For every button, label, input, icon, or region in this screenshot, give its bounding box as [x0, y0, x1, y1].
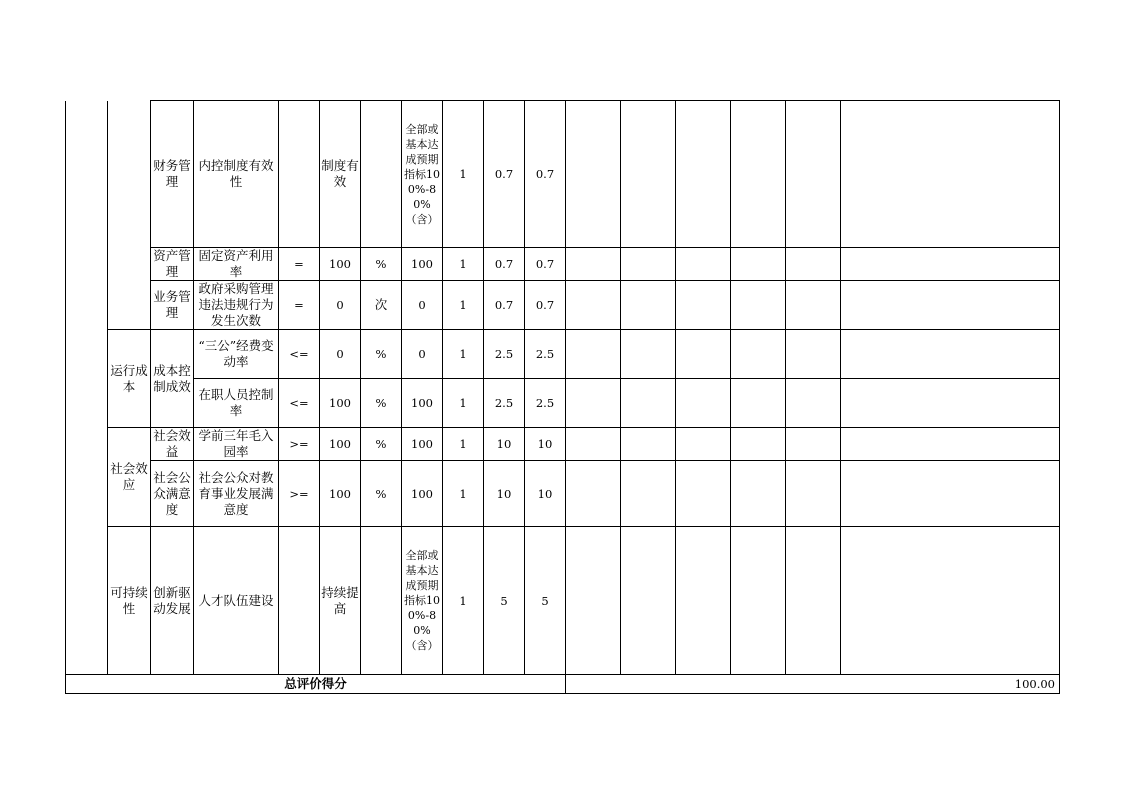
cell-operator	[279, 101, 320, 248]
cell-empty	[566, 248, 621, 281]
cell-operator: =	[279, 248, 320, 281]
cell-target: 0	[320, 281, 361, 330]
cell-unit: %	[361, 330, 402, 379]
cell-operator: >=	[279, 428, 320, 461]
cell-score: 10	[484, 461, 525, 527]
cell-empty	[786, 379, 841, 428]
cell-weight: 1	[443, 101, 484, 248]
cell-empty	[786, 428, 841, 461]
cell-target: 100	[320, 428, 361, 461]
cell-indicator: 社会公众对教育事业发展满意度	[194, 461, 279, 527]
cell-empty	[676, 527, 731, 675]
cell-empty	[841, 527, 1060, 675]
cell-empty	[786, 330, 841, 379]
table-row	[66, 527, 1060, 675]
cell-category: 成本控制成效	[151, 330, 194, 428]
cell-unit	[361, 101, 402, 248]
cell-empty	[566, 101, 621, 248]
table-row	[66, 330, 1060, 379]
cell-empty	[621, 281, 676, 330]
cell-indicator: 人才队伍建设	[194, 527, 279, 675]
cell-weight: 1	[443, 428, 484, 461]
cell-actual: 全部或基本达成预期指标100%-80%（含）	[402, 101, 443, 248]
cell-score-2: 2.5	[525, 379, 566, 428]
cell-target: 100	[320, 248, 361, 281]
cell-indicator: 在职人员控制率	[194, 379, 279, 428]
cell-score-2: 0.7	[525, 281, 566, 330]
cell-unit: 次	[361, 281, 402, 330]
cell-actual: 100	[402, 428, 443, 461]
cell-empty	[841, 461, 1060, 527]
cell-weight: 1	[443, 330, 484, 379]
cell-empty	[786, 527, 841, 675]
cell-empty	[731, 379, 786, 428]
cell-empty	[621, 379, 676, 428]
cell-empty	[621, 101, 676, 248]
cell-indicator: 政府采购管理违法违规行为发生次数	[194, 281, 279, 330]
cell-score-2: 0.7	[525, 101, 566, 248]
cell-indicator: 内控制度有效性	[194, 101, 279, 248]
cell-level1	[66, 101, 108, 675]
evaluation-table	[65, 100, 1060, 694]
cell-empty	[731, 461, 786, 527]
cell-weight: 1	[443, 379, 484, 428]
cell-category: 资产管理	[151, 248, 194, 281]
cell-weight: 1	[443, 248, 484, 281]
cell-empty	[566, 281, 621, 330]
cell-unit: %	[361, 248, 402, 281]
cell-group-kechixu: 可持续性	[108, 527, 151, 675]
cell-score: 2.5	[484, 379, 525, 428]
cell-target: 制度有效	[320, 101, 361, 248]
cell-score: 2.5	[484, 330, 525, 379]
cell-category: 财务管理	[151, 101, 194, 248]
cell-indicator: 固定资产利用率	[194, 248, 279, 281]
cell-unit: %	[361, 461, 402, 527]
cell-empty	[676, 101, 731, 248]
cell-empty	[786, 281, 841, 330]
cell-group-shehui: 社会效应	[108, 428, 151, 527]
total-row	[66, 675, 1060, 694]
cell-operator: <=	[279, 330, 320, 379]
cell-empty	[841, 281, 1060, 330]
total-label: 总评价得分	[66, 675, 566, 694]
cell-target: 0	[320, 330, 361, 379]
cell-weight: 1	[443, 461, 484, 527]
cell-empty	[621, 248, 676, 281]
cell-empty	[676, 379, 731, 428]
table-row	[66, 248, 1060, 281]
cell-score: 0.7	[484, 248, 525, 281]
cell-empty	[841, 379, 1060, 428]
cell-empty	[731, 527, 786, 675]
cell-empty	[786, 101, 841, 248]
cell-empty	[731, 330, 786, 379]
cell-empty	[566, 428, 621, 461]
cell-empty	[731, 428, 786, 461]
cell-target: 100	[320, 461, 361, 527]
cell-empty	[731, 248, 786, 281]
cell-empty	[676, 461, 731, 527]
cell-actual: 0	[402, 281, 443, 330]
cell-score-2: 10	[525, 461, 566, 527]
cell-empty	[621, 527, 676, 675]
table-row	[66, 379, 1060, 428]
cell-empty	[731, 281, 786, 330]
cell-score-2: 5	[525, 527, 566, 675]
table-row	[66, 461, 1060, 527]
cell-operator	[279, 527, 320, 675]
table-row	[66, 428, 1060, 461]
cell-empty	[786, 461, 841, 527]
cell-empty	[566, 379, 621, 428]
cell-operator: <=	[279, 379, 320, 428]
cell-empty	[841, 248, 1060, 281]
cell-unit: %	[361, 428, 402, 461]
cell-empty	[566, 330, 621, 379]
cell-empty	[566, 527, 621, 675]
cell-level2-continued	[108, 101, 151, 330]
table-row	[66, 281, 1060, 330]
cell-empty	[621, 428, 676, 461]
total-score: 100.00	[566, 675, 1060, 694]
cell-weight: 1	[443, 281, 484, 330]
cell-empty	[676, 330, 731, 379]
cell-category: 业务管理	[151, 281, 194, 330]
cell-empty	[621, 461, 676, 527]
cell-actual: 100	[402, 379, 443, 428]
cell-score: 0.7	[484, 101, 525, 248]
cell-category: 创新驱动发展	[151, 527, 194, 675]
cell-group-yunxing: 运行成本	[108, 330, 151, 428]
cell-score-2: 0.7	[525, 248, 566, 281]
cell-score-2: 2.5	[525, 330, 566, 379]
cell-actual: 100	[402, 461, 443, 527]
cell-score-2: 10	[525, 428, 566, 461]
cell-actual: 100	[402, 248, 443, 281]
table-row	[66, 101, 1060, 248]
cell-score: 0.7	[484, 281, 525, 330]
cell-score: 5	[484, 527, 525, 675]
cell-weight: 1	[443, 527, 484, 675]
cell-empty	[786, 248, 841, 281]
cell-score: 10	[484, 428, 525, 461]
cell-target: 100	[320, 379, 361, 428]
cell-category: 社会效益	[151, 428, 194, 461]
cell-category: 社会公众满意度	[151, 461, 194, 527]
cell-unit: %	[361, 379, 402, 428]
cell-empty	[676, 428, 731, 461]
cell-empty	[676, 248, 731, 281]
cell-actual: 0	[402, 330, 443, 379]
cell-empty	[841, 101, 1060, 248]
cell-operator: >=	[279, 461, 320, 527]
cell-target: 持续提高	[320, 527, 361, 675]
cell-indicator: 学前三年毛入园率	[194, 428, 279, 461]
cell-operator: =	[279, 281, 320, 330]
cell-empty	[566, 461, 621, 527]
cell-empty	[841, 428, 1060, 461]
cell-empty	[621, 330, 676, 379]
cell-empty	[731, 101, 786, 248]
cell-unit	[361, 527, 402, 675]
cell-actual: 全部或基本达成预期指标100%-80%（含）	[402, 527, 443, 675]
cell-indicator: “三公”经费变动率	[194, 330, 279, 379]
cell-empty	[676, 281, 731, 330]
cell-empty	[841, 330, 1060, 379]
